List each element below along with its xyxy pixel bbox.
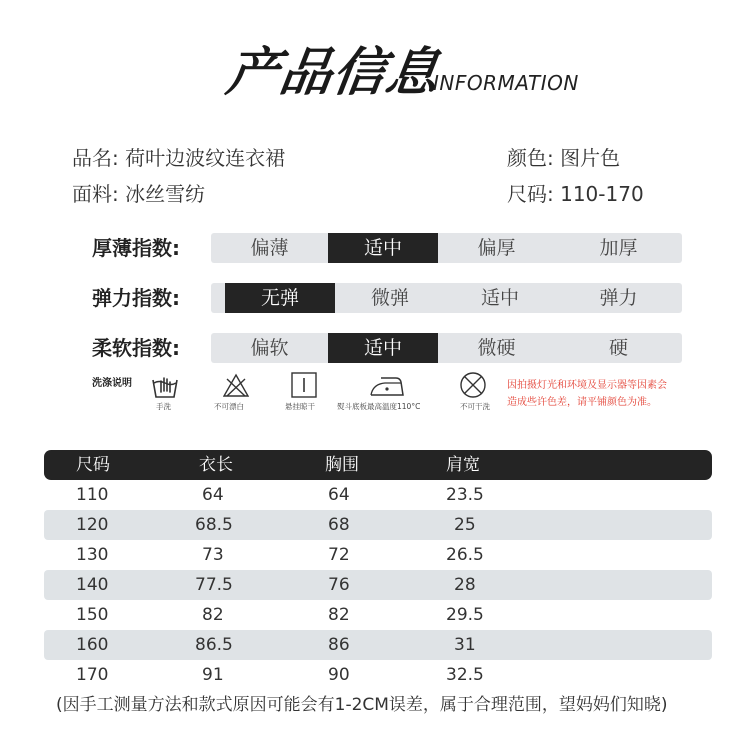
cell-chest: 82 [328, 605, 350, 625]
product-size-value: 110-170 [560, 182, 644, 206]
cell-chest: 76 [328, 575, 350, 595]
cell-length: 82 [202, 605, 224, 625]
thickness-option: 偏薄 [250, 237, 289, 259]
cell-shoulder: 25 [454, 515, 476, 535]
no-bleach-caption: 不可漂白 [214, 402, 244, 411]
hand-wash-icon [150, 372, 180, 400]
care-title: 洗涤说明 [92, 378, 132, 389]
elasticity-option: 微弹 [370, 287, 409, 309]
table-row [44, 480, 712, 510]
cell-size: 150 [76, 605, 109, 625]
cell-chest: 64 [328, 485, 350, 505]
table-row [44, 630, 712, 660]
cell-size: 140 [76, 575, 109, 595]
cell-size: 120 [76, 515, 109, 535]
cell-shoulder: 26.5 [446, 545, 484, 565]
thickness-index-bar [211, 233, 682, 263]
elasticity-option: 适中 [480, 287, 519, 309]
cell-shoulder: 31 [454, 635, 476, 655]
color-note-line2: 造成些许色差，请平铺颜色为准。 [507, 397, 657, 408]
table-row [44, 660, 712, 690]
cell-length: 91 [202, 665, 224, 685]
cell-size: 130 [76, 545, 109, 565]
cell-shoulder: 29.5 [446, 605, 484, 625]
elasticity-option: 无弹 [225, 283, 335, 313]
product-name-value: 荷叶边波纹连衣裙 [125, 146, 286, 170]
elasticity-index-bar [211, 283, 682, 313]
product-fabric-value: 冰丝雪纺 [125, 182, 206, 206]
color-note-line1: 因拍摄灯光和环境及显示器等因素会 [507, 380, 667, 391]
size-table-header [44, 450, 712, 480]
softness-option: 适中 [328, 333, 438, 363]
cell-shoulder: 23.5 [446, 485, 484, 505]
cell-length: 68.5 [195, 515, 233, 535]
table-row [44, 570, 712, 600]
page-subtitle: INFORMATION [433, 71, 579, 95]
header-size: 尺码 [76, 455, 110, 475]
product-color-value: 图片色 [560, 146, 621, 170]
table-row [44, 510, 712, 540]
measurement-note: (因手工测量方法和款式原因可能会有1-2CM误差，属于合理范围，望妈妈们知晓) [56, 695, 668, 715]
cell-size: 110 [76, 485, 109, 505]
hand-wash-caption: 手洗 [156, 402, 171, 411]
header-shoulder: 肩宽 [446, 455, 480, 475]
elasticity-option: 弹力 [599, 287, 638, 309]
thickness-option: 加厚 [599, 237, 638, 259]
product-color-label: 颜色: [507, 146, 554, 170]
header-length: 衣长 [199, 455, 233, 475]
cell-size: 170 [76, 665, 109, 685]
iron-caption: 熨斗底板最高温度110°C [337, 402, 421, 411]
product-fabric-label: 面料: [72, 182, 119, 206]
header-chest: 胸围 [325, 455, 359, 475]
cell-length: 73 [202, 545, 224, 565]
thickness-index-label: 厚薄指数: [92, 236, 180, 260]
cell-shoulder: 28 [454, 575, 476, 595]
no-dry-clean-caption: 不可干洗 [460, 402, 490, 411]
cell-size: 160 [76, 635, 109, 655]
elasticity-index-label: 弹力指数: [92, 286, 180, 310]
no-dry-clean-icon [459, 371, 487, 399]
softness-option: 硬 [608, 337, 628, 359]
table-row [44, 600, 712, 630]
softness-index-label: 柔软指数: [92, 336, 180, 360]
cell-chest: 72 [328, 545, 350, 565]
thickness-option: 偏厚 [477, 237, 516, 259]
cell-chest: 90 [328, 665, 350, 685]
page-title: 产品信息 [222, 43, 444, 103]
cell-chest: 86 [328, 635, 350, 655]
table-row [44, 540, 712, 570]
thickness-option: 适中 [328, 233, 438, 263]
softness-index-bar [211, 333, 682, 363]
cell-length: 86.5 [195, 635, 233, 655]
cell-length: 77.5 [195, 575, 233, 595]
no-bleach-icon [223, 373, 249, 398]
product-name-label: 品名: [72, 146, 119, 170]
product-size-label: 尺码: [507, 182, 554, 206]
product-fabric [72, 180, 205, 208]
product-name [72, 144, 285, 172]
softness-option: 偏软 [250, 337, 289, 359]
cell-length: 64 [202, 485, 224, 505]
iron-icon [369, 374, 405, 398]
softness-option: 微硬 [477, 337, 516, 359]
cell-chest: 68 [328, 515, 350, 535]
product-size-range [507, 180, 644, 208]
cell-shoulder: 32.5 [446, 665, 484, 685]
hang-dry-caption: 悬挂晾干 [285, 402, 315, 411]
product-color [507, 144, 620, 172]
hang-dry-icon [291, 372, 317, 398]
